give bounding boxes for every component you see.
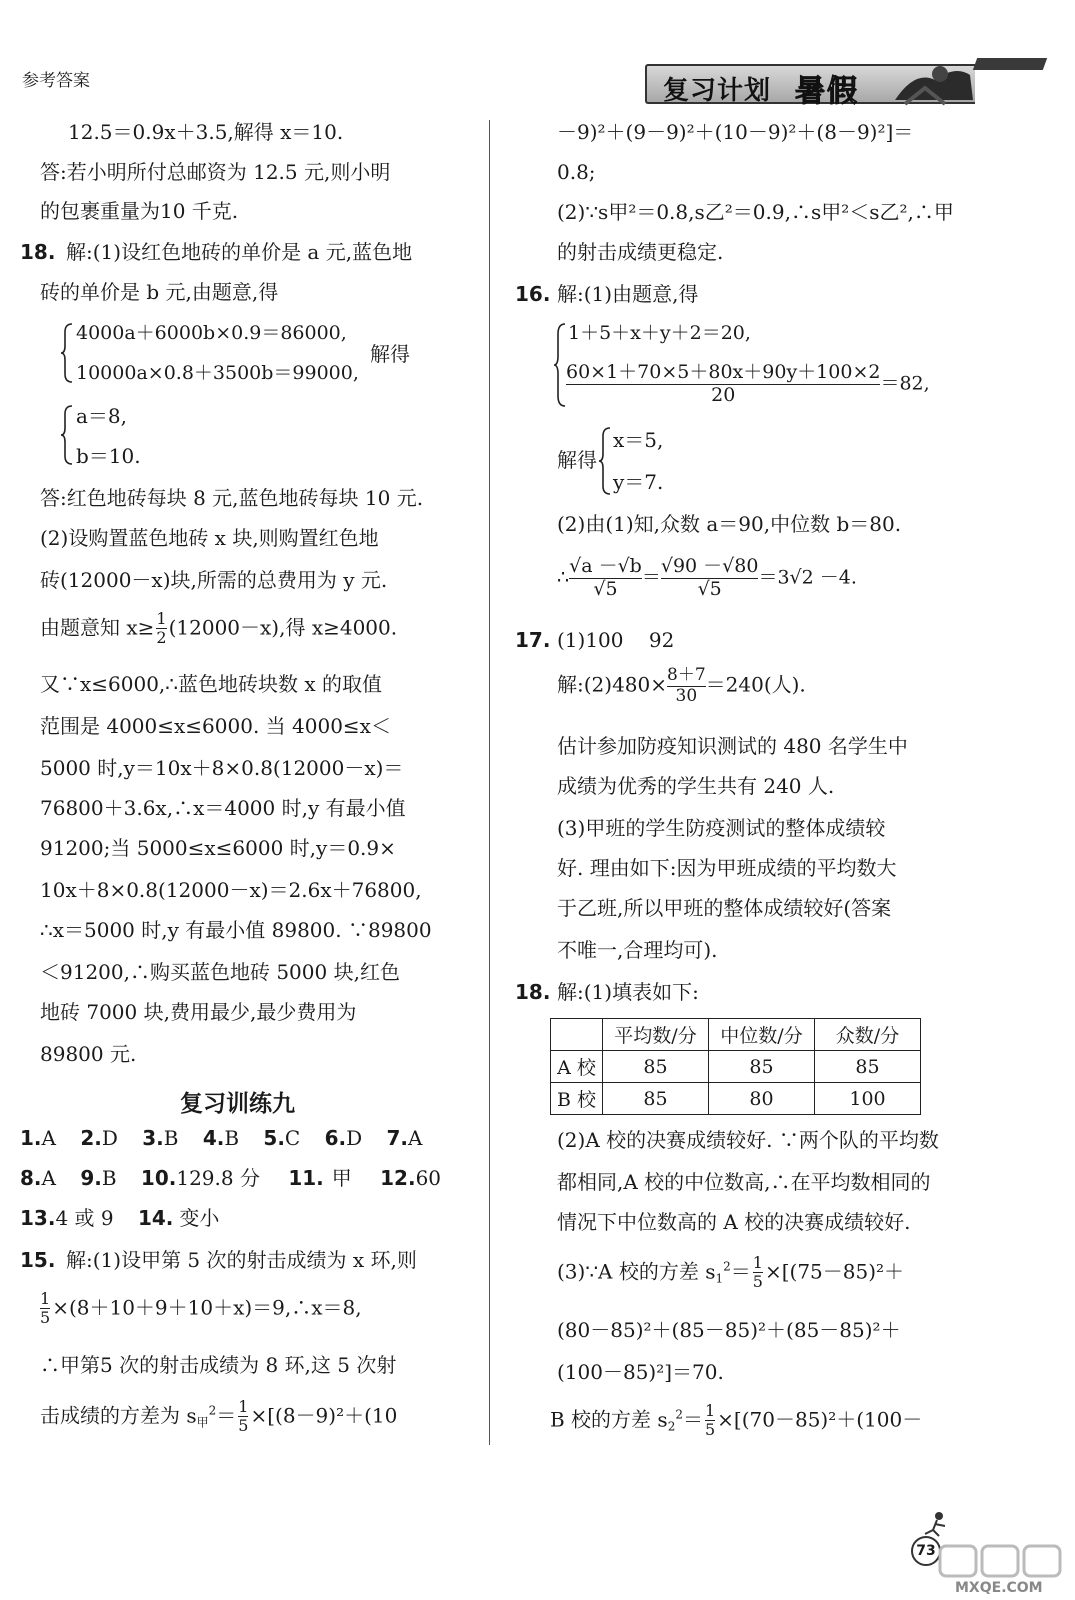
text-line: 89800 元. <box>40 1042 137 1066</box>
text-line: 的包裹重量为10 千克. <box>40 199 239 223</box>
text-line: 砖的单价是 b 元,由题意,得 <box>40 280 279 304</box>
answer-value: A <box>41 1166 56 1190</box>
denominator: 5 <box>752 1272 763 1292</box>
text-line: ＜91200,∴购买蓝色地砖 5000 块,红色 <box>40 960 400 984</box>
numerator: 1 <box>238 1397 249 1416</box>
text-segment: ＝3√2 －4. <box>758 566 857 589</box>
text-line: 0.8; <box>557 160 596 184</box>
watermark <box>930 1540 1070 1598</box>
text-segment: (12000－x),得 x≥4000. <box>168 615 398 640</box>
text-line: 91200;当 5000≤x≤6000 时,y＝0.9× <box>40 836 396 860</box>
numerator: 1 <box>40 1289 51 1308</box>
answer-value: B <box>224 1126 240 1150</box>
fraction <box>238 1398 248 1436</box>
column-divider <box>489 120 490 1445</box>
watermark-text: MXQE.COM <box>955 1580 1043 1596</box>
denominator: 5 <box>704 1420 716 1440</box>
text-line: (2)设购置蓝色地砖 x 块,则购置红色地 <box>40 526 379 550</box>
section-title: 复习训练九 <box>180 1091 295 1117</box>
answer-value: B <box>101 1166 117 1190</box>
banner-title: 复习计划 <box>663 76 772 106</box>
table-cell: A 校 <box>551 1051 603 1083</box>
fraction <box>569 556 642 601</box>
numerator: √a －√b <box>569 555 642 577</box>
text-segment: ∴ <box>557 566 570 589</box>
table-header-row <box>551 1019 921 1051</box>
denominator: 2 <box>156 628 167 648</box>
text-segment: ×[(75－85)²＋ <box>764 1259 905 1284</box>
table-header-cell: 众数/分 <box>815 1019 921 1051</box>
system-brace-icon <box>60 404 74 466</box>
numerator: 1 <box>704 1401 716 1420</box>
text-line: (1)100 92 <box>557 628 675 652</box>
text-line: 解得 <box>557 448 597 472</box>
text-line: 都相同,A 校的中位数高,∴在平均数相同的 <box>557 1170 931 1194</box>
answer-value: A <box>41 1126 56 1150</box>
text-segment: ＝ <box>682 1407 703 1432</box>
equation: y＝7. <box>613 470 664 494</box>
header-banner <box>645 58 1045 110</box>
text-line: 12.5＝0.9x＋3.5,解得 x＝10. <box>68 120 344 144</box>
text-line: ∴x＝5000 时,y 有最小值 89800. ∵89800 <box>40 918 432 942</box>
equation: x＝5, <box>613 428 664 452</box>
answer-number: 3. <box>142 1126 164 1150</box>
equation: a＝8, <box>76 404 128 428</box>
text-segment: ×[(70－85)²＋(100－ <box>717 1407 923 1432</box>
table-cell: B 校 <box>551 1083 603 1115</box>
answer-number: 6. <box>324 1126 347 1150</box>
table-cell: 85 <box>603 1051 709 1083</box>
denominator: 20 <box>566 384 880 407</box>
subscript: 甲 <box>196 1415 209 1430</box>
text-segment: (3)∵A 校的方差 s <box>557 1259 716 1284</box>
table-cell: 100 <box>815 1083 921 1115</box>
text-line: 解得 <box>370 342 410 366</box>
fraction <box>705 1402 715 1440</box>
subscript: 2 <box>667 1419 676 1434</box>
numerator: 60×1＋70×5＋80x＋90y＋100×2 <box>566 361 881 383</box>
answer-row <box>20 1168 441 1188</box>
table-row <box>551 1083 921 1115</box>
text-line: 好. 理由如下:因为甲班成绩的平均数大 <box>557 856 897 880</box>
text-line: 成绩为优秀的学生共有 240 人. <box>557 774 835 798</box>
answer-number: 5. <box>263 1126 285 1150</box>
text-segment: B 校的方差 s <box>550 1407 668 1432</box>
fraction <box>40 1290 50 1328</box>
text-segment: 由题意知 x≥ <box>40 615 155 640</box>
text-line: 解:(1)设甲第 5 次的射击成绩为 x 环,则 <box>66 1248 417 1272</box>
superscript: 2 <box>208 1403 217 1418</box>
text-line: 不唯一,合理均可). <box>557 938 718 962</box>
system-brace-icon <box>60 322 74 384</box>
banner-season: 暑假 <box>795 74 859 109</box>
answer-number: 11. <box>288 1166 324 1190</box>
equation <box>566 362 930 407</box>
text-line: 10x＋8×0.8(12000－x)＝2.6x＋76800, <box>40 878 422 902</box>
text-line: 于乙班,所以甲班的整体成绩较好(答案 <box>557 896 892 920</box>
answer-number: 7. <box>386 1126 409 1150</box>
superscript: 2 <box>675 1407 683 1422</box>
question-number: 15. <box>20 1248 56 1272</box>
text-segment: ＝240(人). <box>705 672 806 697</box>
text-line <box>40 1290 362 1328</box>
text-line: (100－85)²]＝70. <box>557 1360 724 1384</box>
fraction <box>661 556 759 601</box>
text-line: (3)甲班的学生防疫测试的整体成绩较 <box>557 816 886 840</box>
text-line: 估计参加防疫知识测试的 480 名学生中 <box>557 734 908 758</box>
answer-number: 12. <box>380 1166 416 1190</box>
text-line: 砖(12000－x)块,所需的总费用为 y 元. <box>40 568 388 592</box>
results-table <box>550 1018 921 1115</box>
numerator: 8＋7 <box>667 665 706 685</box>
answer-value: 129.8 分 <box>176 1166 260 1190</box>
text-line: (2)由(1)知,众数 a＝90,中位数 b＝80. <box>557 512 902 536</box>
answer-value: 变小 <box>179 1206 220 1230</box>
question-number: 18. <box>20 240 56 264</box>
text-line: (2)A 校的决赛成绩较好. ∵两个队的平均数 <box>557 1128 939 1152</box>
text-line: 答:若小明所付总邮资为 12.5 元,则小明 <box>40 160 391 184</box>
answer-number: 14. <box>137 1206 174 1230</box>
text-line <box>550 1402 922 1440</box>
table-cell: 85 <box>709 1051 815 1083</box>
answer-number: 13. <box>20 1206 56 1230</box>
equation: 10000a×0.8＋3500b＝99000, <box>76 362 359 384</box>
text-line: 又∵x≤6000,∴蓝色地砖块数 x 的取值 <box>40 672 383 696</box>
answer-value: 4 或 9 <box>55 1206 114 1230</box>
system-brace-icon <box>553 322 567 408</box>
text-line <box>557 666 806 706</box>
text-line: 解:(1)由题意,得 <box>557 282 699 306</box>
text-line: (2)∵s甲²＝0.8,s乙²＝0.9,∴s甲²＜s乙²,∴甲 <box>557 200 954 224</box>
equation: 4000a＋6000b×0.9＝86000, <box>76 322 347 344</box>
subscript: 1 <box>715 1271 724 1286</box>
text-line <box>40 1398 397 1436</box>
text-line: 地砖 7000 块,费用最少,最少费用为 <box>40 1000 357 1024</box>
equation: 1＋5＋x＋y＋2＝20, <box>568 322 751 344</box>
text-line: ∴甲第5 次的射击成绩为 8 环,这 5 次射 <box>40 1353 397 1377</box>
denominator: 5 <box>238 1416 249 1436</box>
superscript: 2 <box>723 1259 731 1274</box>
answer-value: C <box>284 1126 301 1150</box>
text-line: 答:红色地砖每块 8 元,蓝色地砖每块 10 元. <box>40 486 424 510</box>
table-header-cell <box>551 1019 603 1051</box>
table-cell: 85 <box>815 1051 921 1083</box>
denominator: √5 <box>661 578 759 601</box>
denominator: 5 <box>40 1308 51 1328</box>
numerator: 1 <box>156 609 167 628</box>
answer-value: B <box>163 1126 179 1150</box>
header-label: 参考答案 <box>22 71 90 91</box>
answer-number: 9. <box>80 1166 102 1190</box>
text-line: (80－85)²＋(85－85)²＋(85－85)²＋ <box>557 1318 901 1342</box>
watermark-logo-icon <box>930 1540 1070 1580</box>
table-cell: 80 <box>709 1083 815 1115</box>
text-segment: ＝82, <box>880 372 930 395</box>
answer-number: 1. <box>20 1126 42 1150</box>
table-cell: 85 <box>603 1083 709 1115</box>
table-header-cell: 平均数/分 <box>603 1019 709 1051</box>
table-row <box>551 1051 921 1083</box>
question-number: 17. <box>515 628 551 652</box>
fraction <box>566 362 880 407</box>
text-segment: ＝ <box>641 566 661 589</box>
equation: b＝10. <box>76 444 141 468</box>
numerator: √90 －√80 <box>660 555 759 577</box>
answer-value: D <box>101 1126 118 1150</box>
runner-illustration-icon <box>865 60 975 108</box>
text-line: 5000 时,y＝10x＋8×0.8(12000－x)＝ <box>40 756 404 780</box>
fraction <box>156 610 166 648</box>
answer-number: 2. <box>80 1126 102 1150</box>
answer-row <box>20 1208 219 1228</box>
system-brace-icon <box>598 426 612 496</box>
numerator: 1 <box>752 1253 763 1272</box>
text-line <box>557 556 857 601</box>
answer-number: 4. <box>202 1126 225 1150</box>
fraction <box>667 666 706 706</box>
text-segment: 解:(2)480× <box>557 672 667 697</box>
question-number: 16. <box>515 282 551 306</box>
text-segment: ＝ <box>216 1403 237 1428</box>
text-segment: ×[(8－9)²＋(10 <box>250 1403 398 1428</box>
text-segment: ＝ <box>730 1259 751 1284</box>
denominator: 30 <box>667 686 706 707</box>
text-line: 情况下中位数高的 A 校的决赛成绩较好. <box>557 1210 911 1234</box>
text-segment: ×(8＋10＋9＋10＋x)＝9,∴x＝8, <box>52 1295 362 1320</box>
answer-number: 8. <box>20 1166 42 1190</box>
answer-value: 60 <box>415 1166 442 1190</box>
text-line <box>40 610 397 648</box>
text-line: －9)²＋(9－9)²＋(10－9)²＋(8－9)²]＝ <box>557 120 914 144</box>
text-line: 范围是 4000≤x≤6000. 当 4000≤x＜ <box>40 714 391 738</box>
answer-value: D <box>346 1126 363 1150</box>
page-number: 73 <box>916 1543 936 1559</box>
question-number: 18. <box>515 980 551 1004</box>
table-header-cell: 中位数/分 <box>709 1019 815 1051</box>
answer-value: 甲 <box>331 1166 352 1190</box>
text-line <box>557 1254 904 1292</box>
answer-value: A <box>408 1126 423 1150</box>
answer-number: 10. <box>140 1166 177 1190</box>
text-line: 76800＋3.6x,∴x＝4000 时,y 有最小值 <box>40 796 406 820</box>
text-line: 解:(1)填表如下: <box>557 980 699 1004</box>
text-segment: 击成绩的方差为 s <box>40 1403 197 1428</box>
denominator: √5 <box>569 578 642 601</box>
fraction <box>753 1254 763 1292</box>
banner-cap <box>973 58 1047 70</box>
answer-row <box>20 1128 422 1148</box>
text-line: 解:(1)设红色地砖的单价是 a 元,蓝色地 <box>66 240 413 264</box>
text-line: 的射击成绩更稳定. <box>557 240 724 264</box>
